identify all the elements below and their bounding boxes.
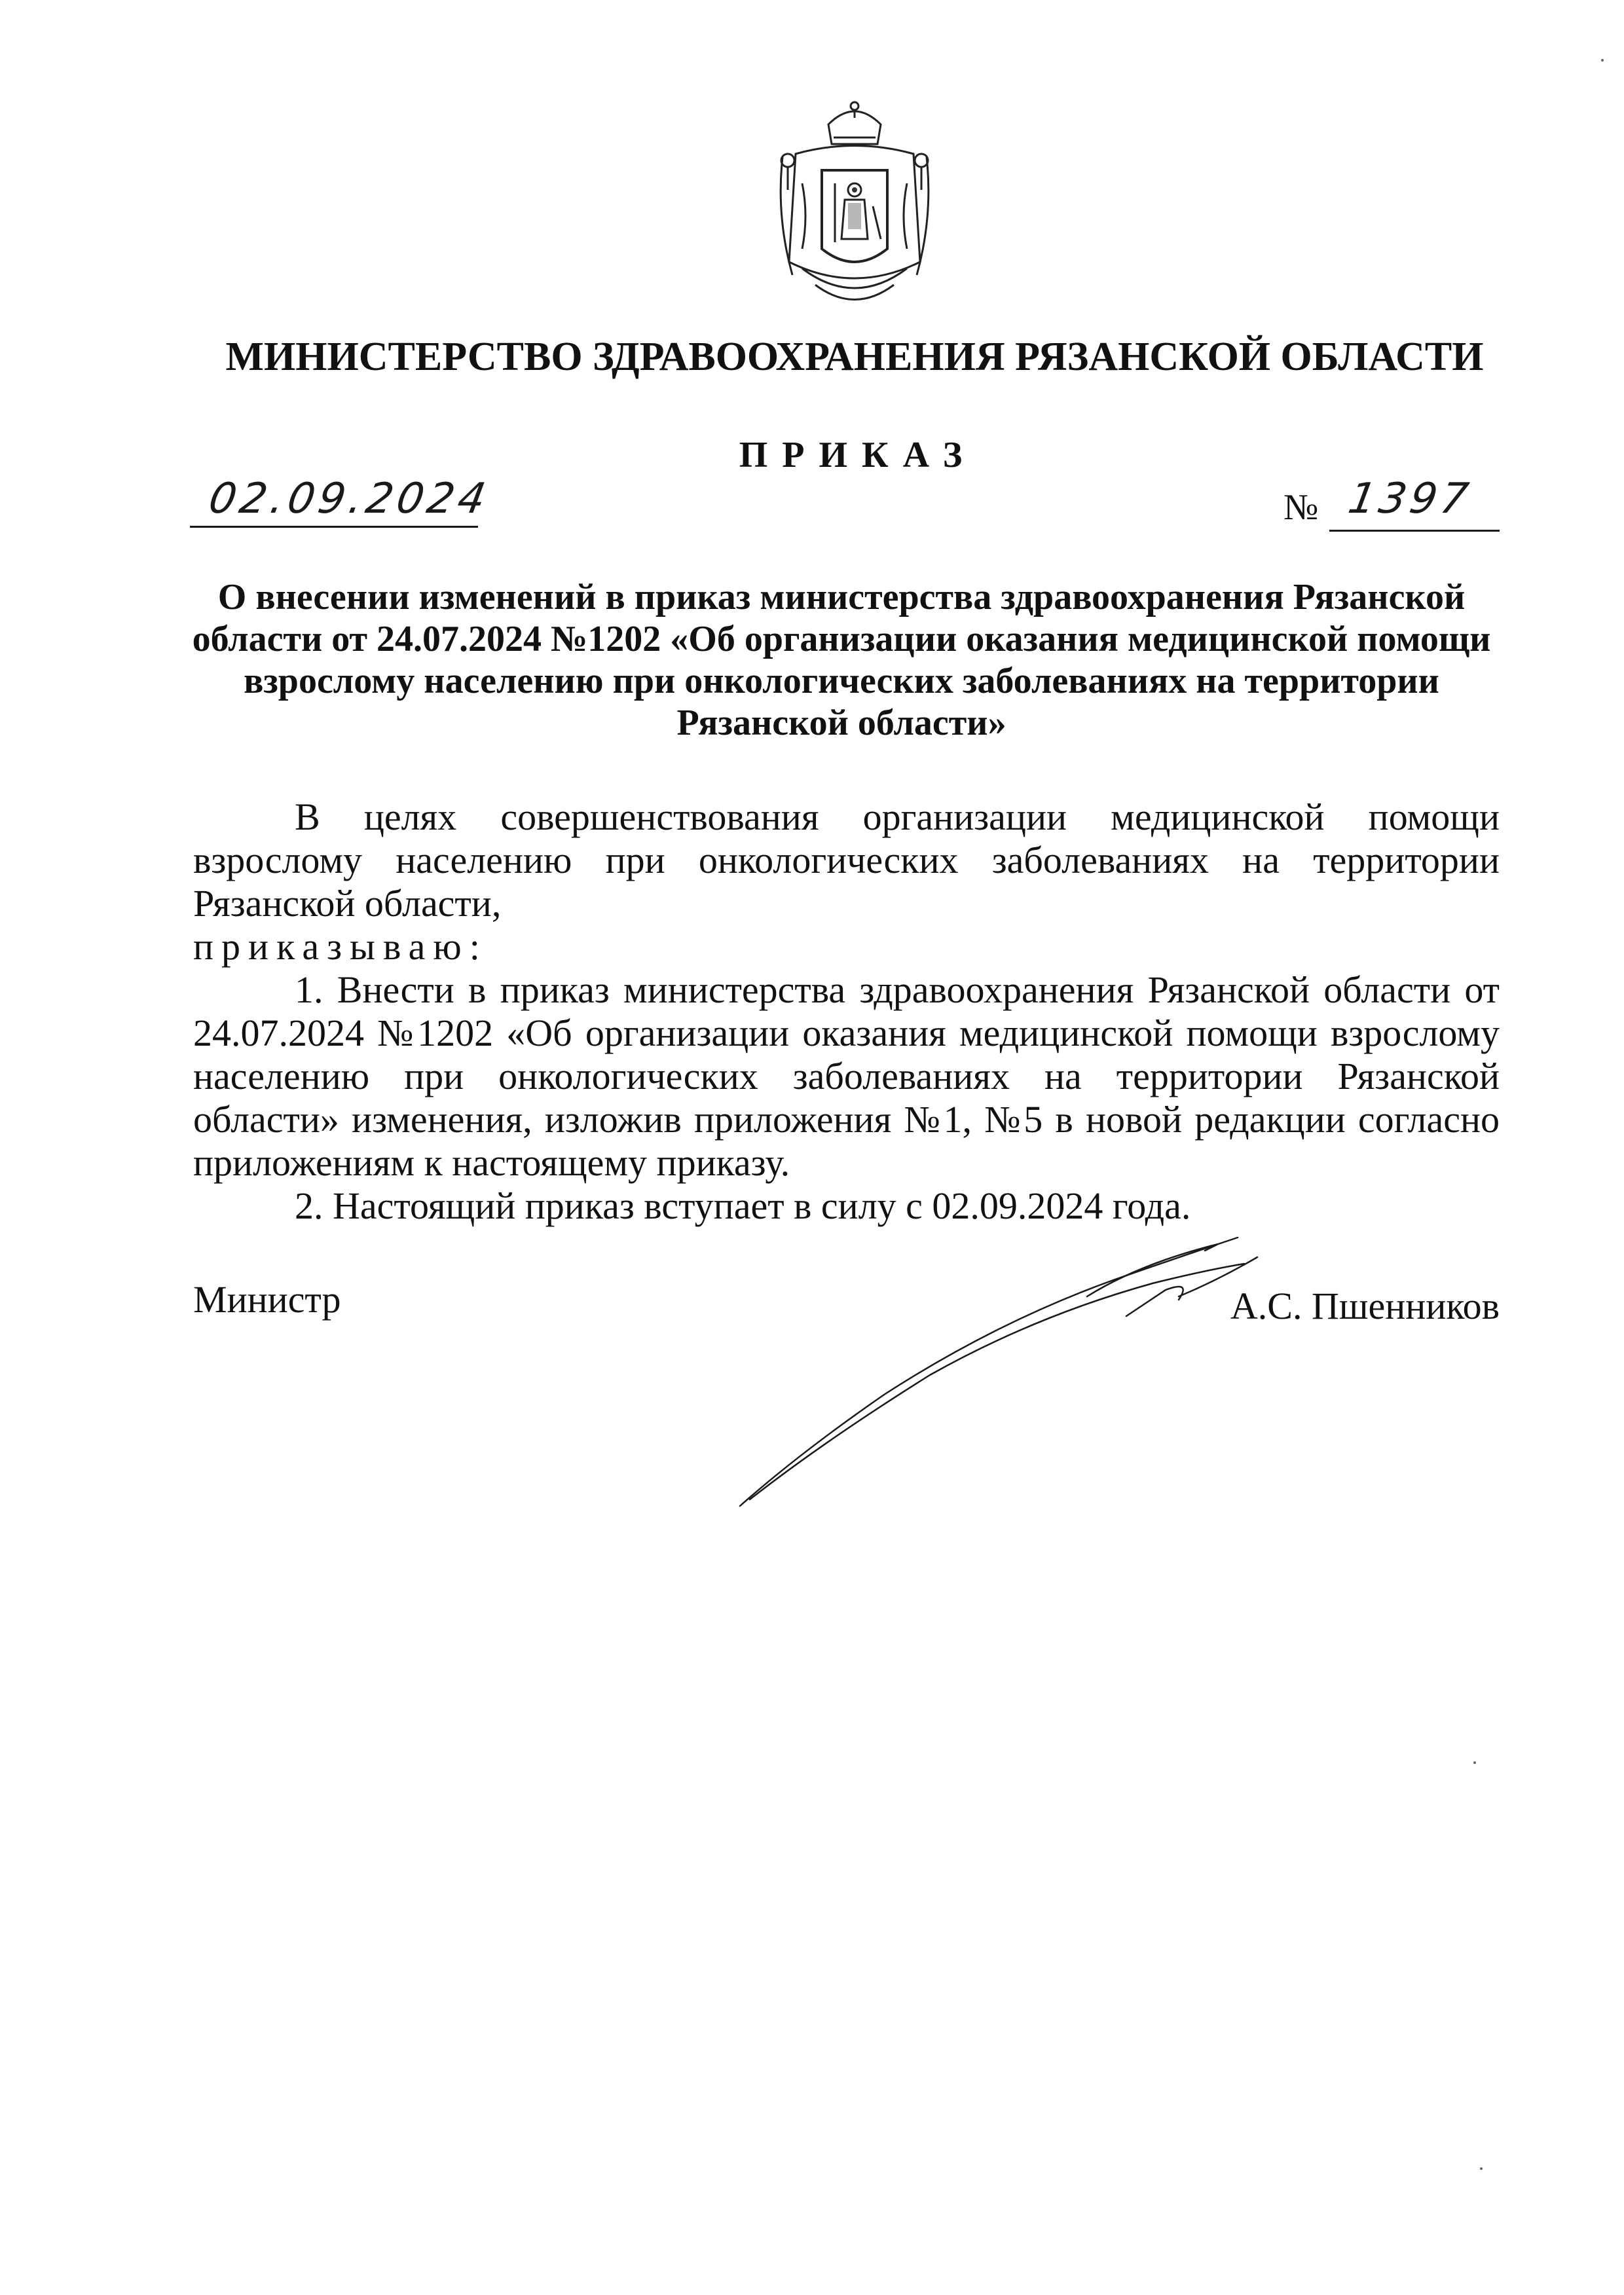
coat-of-arms-emblem bbox=[756, 98, 953, 321]
handwritten-number: 1397 bbox=[1344, 475, 1476, 523]
item-2-paragraph: 2. Настоящий приказ вступает в силу с 02.09.2024 года. bbox=[295, 1184, 1191, 1227]
order-body bbox=[193, 796, 1500, 1228]
intro-paragraph bbox=[193, 796, 1500, 968]
scan-speck bbox=[1601, 59, 1604, 62]
handwritten-signature bbox=[720, 1218, 1310, 1532]
document-type-heading: ПРИКАЗ bbox=[739, 435, 977, 475]
order-number bbox=[1283, 475, 1506, 534]
signer-position: Министр bbox=[193, 1278, 341, 1321]
ministry-heading: МИНИСТЕРСТВО ЗДРАВООХРАНЕНИЯ РЯЗАНСКОЙ ОБЛАСТИ bbox=[225, 335, 1484, 379]
item-1-paragraph: 1. Внести в приказ министерства здравоохранения Рязанской области от 24.07.2024 №1202 «Об организации оказания медицинской помощи взрослому населению при онкологических заболеваниях на территории Рязанской области» изменения, изложив приложения №1, №5 в новой редакции согласно приложениям к настоящему приказу. bbox=[193, 968, 1500, 1184]
handwritten-date: 02.09.2024 bbox=[205, 475, 493, 523]
order-word: приказываю: bbox=[193, 925, 488, 968]
date-underline bbox=[190, 526, 478, 528]
number-sign: № bbox=[1283, 487, 1319, 528]
order-title: О внесении изменений в приказ министерства здравоохранения Рязанской области от 24.07.2024 №1202 «Об организации оказания медицинской помощи взрослому населению при онкологических заболеваниях на территории Рязанской области» bbox=[192, 577, 1491, 743]
scan-speck bbox=[1473, 1761, 1476, 1764]
signer-name: А.С. Пшенников bbox=[1230, 1285, 1500, 1327]
scan-speck bbox=[1480, 2167, 1483, 2170]
order-date bbox=[190, 475, 493, 534]
intro-text: В целях совершенствования организации медицинской помощи взрослому населению при онкологических заболеваниях на территории Рязанской области, bbox=[193, 796, 1500, 925]
number-underline bbox=[1329, 530, 1500, 532]
